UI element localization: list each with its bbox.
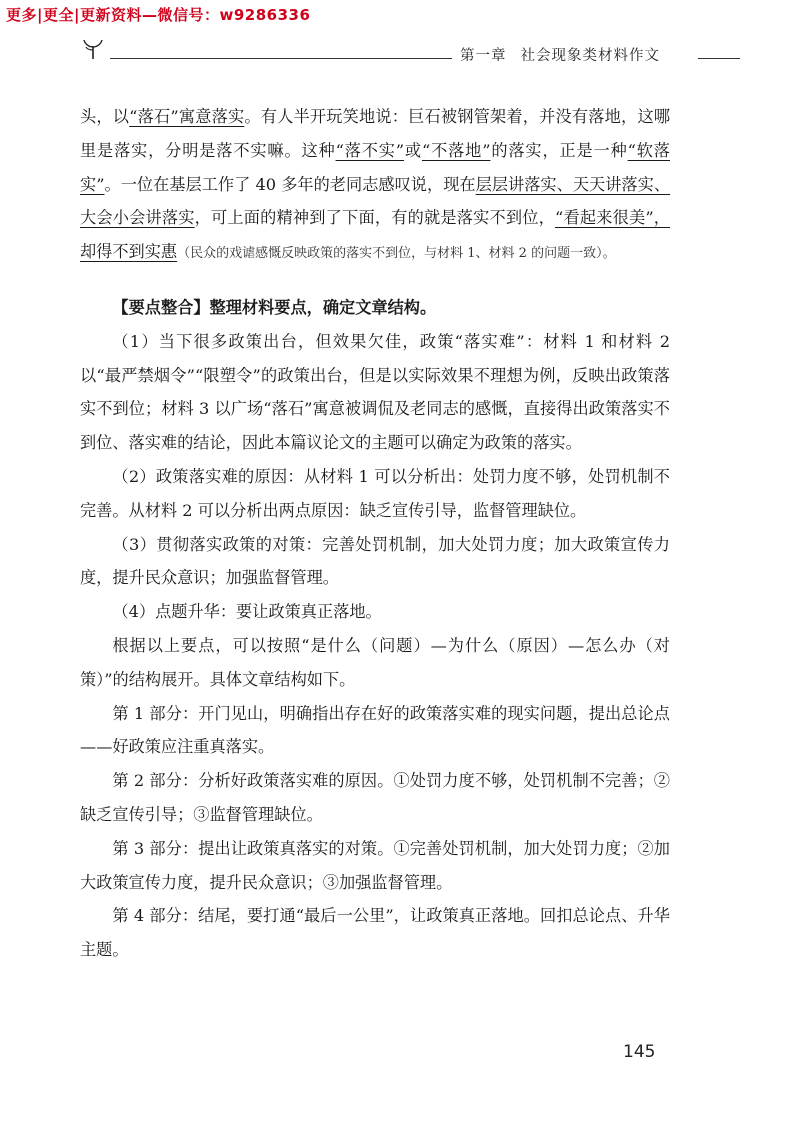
text-segment: 。一位在基层工作了 40 多年的老同志感叹说，现在 (104, 174, 476, 194)
structure-part-3: 第 3 部分：提出让政策真落实的对策。①完善处罚机制，加大处罚力度；②加大政策宣传力度，提升民众意识；③加强监督管理。 (80, 838, 670, 892)
header-rule-right (698, 58, 740, 59)
page-number: 145 (623, 1042, 656, 1062)
text-segment: 的落实，正是一种 (490, 140, 628, 160)
underlined-phrase: “不落地” (421, 140, 491, 160)
plant-logo-icon (82, 38, 104, 60)
page-body (80, 100, 670, 967)
underlined-phrase: 层层讲落实、天天讲落实、大会小会讲落实 (80, 174, 671, 228)
summary-heading-text: 整理材料要点，确定文章结构。 (209, 297, 437, 317)
underlined-phrase: “软落实” (80, 140, 670, 194)
structure-part-4: 第 4 部分：结尾，要打通“最后一公里”，让政策真正落地。回扣总论点、升华主题。 (80, 906, 670, 960)
underlined-phrase: “落石”寓意落实 (129, 107, 245, 126)
point-2: （2）政策落实难的原因：从材料 1 可以分析出：处罚力度不够，处罚机制不完善。从材料 2 可以分析出两点原因：缺乏宣传引导，监督管理缺位。 (80, 466, 670, 520)
header-rule-left (110, 58, 452, 59)
text-segment: 或 (404, 140, 422, 160)
running-header (460, 44, 660, 65)
structure-part-2: 第 2 部分：分析好政策落实难的原因。①处罚力度不够，处罚机制不完善；②缺乏宣传引导；③监督管理缺位。 (80, 771, 670, 824)
chapter-title: 社会现象类材料作文 (520, 48, 660, 64)
structure-intro: 根据以上要点，可以按照“是什么（问题）—为什么（原因）—怎么办（对策）”的结构展开。具体文章结构如下。 (80, 635, 670, 689)
chapter-number: 第一章 (460, 48, 507, 64)
underlined-phrase: “落不实” (335, 140, 405, 160)
point-3: （3）贯彻落实政策的对策：完善处罚机制，加大处罚力度；加大政策宣传力度，提升民众意识；加强监督管理。 (80, 534, 670, 588)
text-segment: 。有人半开玩笑地说：巨石被钢管架着，并没有落地，这哪里是落实，分明是落不实嘛。这种 (80, 107, 671, 160)
point-1: （1）当下很多政策出台，但效果欠佳，政策“落实难”：材料 1 和材料 2 以“最严禁烟令”“限塑令”的政策出台，但是以实际效果不理想为例，反映出政策落实不到位；材料 3 以广场“落石”寓意被调侃及老同志的感慨，直接得出政策落实不到位、落实难的结论，因此本篇议论文的主题可以确定为政策的落实。 (80, 331, 670, 453)
material-paragraph (80, 100, 670, 271)
text-segment: 头，以 (80, 107, 130, 126)
watermark-banner: 更多|更全|更新资料—微信号：w9286336 (6, 6, 311, 24)
summary-heading (80, 291, 670, 325)
point-4: （4）点题升华：要让政策真正落地。 (112, 602, 382, 622)
structure-part-1: 第 1 部分：开门见山，明确指出存在好的政策落实难的现实问题，提出总论点——好政策应注重真落实。 (80, 703, 670, 757)
summary-label: 【要点整合】 (112, 297, 210, 317)
text-segment: ，可上面的精神到了下面，有的就是落实不到位， (194, 208, 555, 228)
annotation-note: （民众的戏谑感慨反映政策的落实不到位，与材料 1、材料 2 的问题一致）。 (177, 246, 616, 262)
underlined-phrase: “看起来很美”，却得不到实惠 (80, 208, 670, 262)
